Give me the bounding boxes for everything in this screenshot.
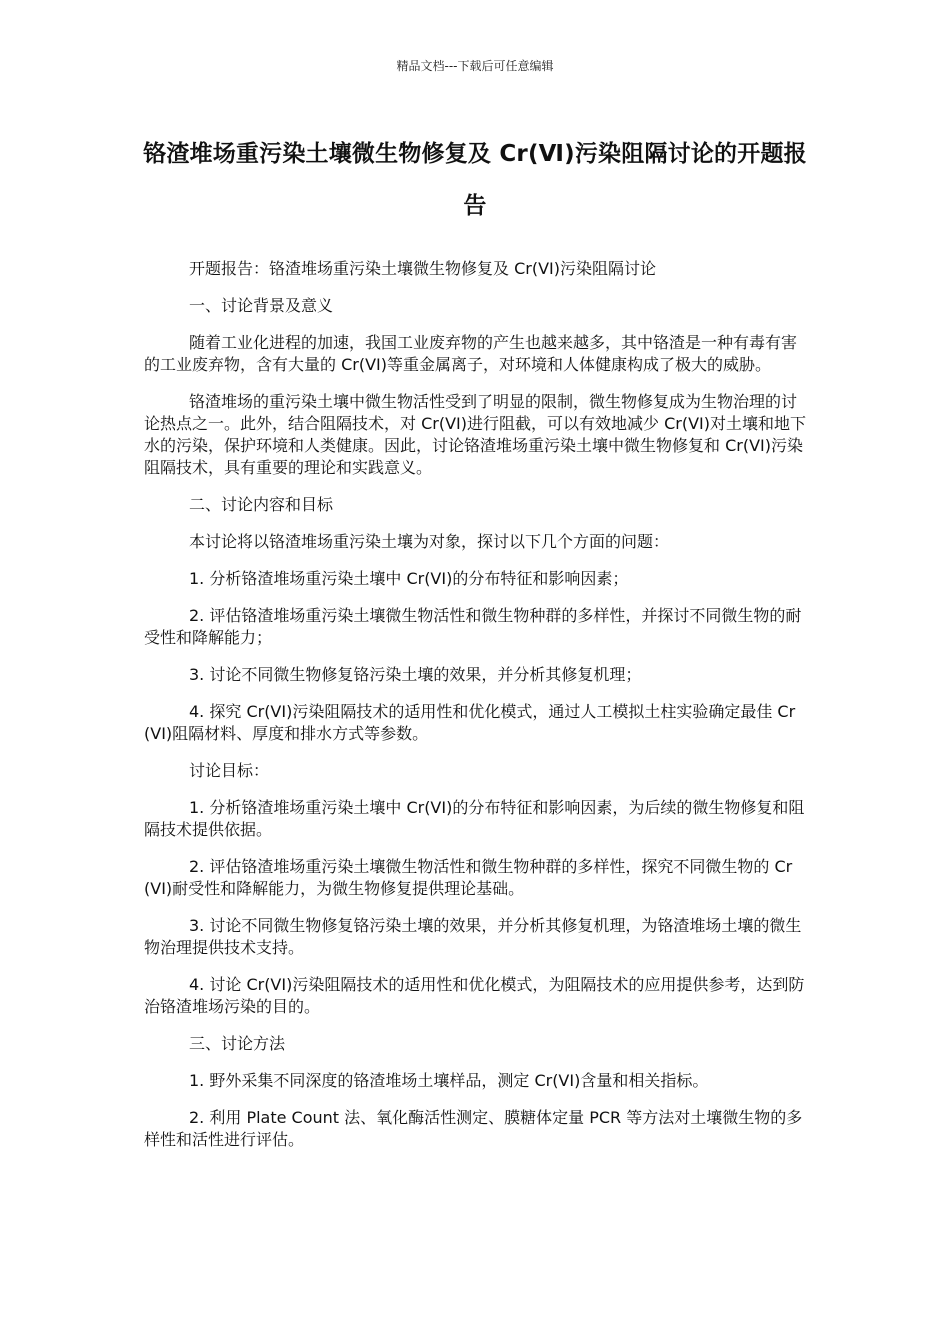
paragraph-background-1: 随着工业化进程的加速，我国工业废弃物的产生也越来越多，其中铬渣是一种有毒有害的工业废弃物，含有大量的 Cr(VI)等重金属离子，对环境和人体健康构成了极大的威胁。 <box>144 333 798 374</box>
paragraph-content-intro: 本讨论将以铬渣堆场重污染土壤为对象，探讨以下几个方面的问题： <box>189 532 670 551</box>
page-header-watermark: 精品文档---下载后可任意编辑 <box>396 59 554 73</box>
list-item-content-2: 2. 评估铬渣堆场重污染土壤微生物活性和微生物种群的多样性，并探讨不同微生物的耐受性和降解能力； <box>144 606 802 647</box>
paragraph-report-subject: 开题报告：铬渣堆场重污染土壤微生物修复及 Cr(VI)污染阻隔讨论 <box>189 259 656 278</box>
list-item-content-3: 3. 讨论不同微生物修复铬污染土壤的效果，并分析其修复机理； <box>189 665 642 684</box>
list-item-goal-3: 3. 讨论不同微生物修复铬污染土壤的效果，并分析其修复机理，为铬渣堆场土壤的微生物治理提供技术支持。 <box>144 916 802 957</box>
list-item-method-1: 1. 野外采集不同深度的铬渣堆场土壤样品，测定 Cr(VI)含量和相关指标。 <box>189 1071 709 1090</box>
document-title: 铬渣堆场重污染土壤微生物修复及 Cr(Ⅵ)污染阻隔讨论的开题报告 <box>143 141 807 219</box>
list-item-method-2: 2. 利用 Plate Count 法、氧化酶活性测定、膜糖体定量 PCR 等方法对土壤微生物的多样性和活性进行评估。 <box>144 1108 803 1149</box>
list-item-content-4: 4. 探究 Cr(VI)污染阻隔技术的适用性和优化模式，通过人工模拟土柱实验确定最佳 Cr(VI)阻隔材料、厚度和排水方式等参数。 <box>144 702 796 743</box>
subheading-goals: 讨论目标： <box>189 761 270 780</box>
section-heading-methods: 三、讨论方法 <box>189 1034 286 1053</box>
section-heading-content: 二、讨论内容和目标 <box>189 495 334 514</box>
list-item-goal-2: 2. 评估铬渣堆场重污染土壤微生物活性和微生物种群的多样性，探究不同微生物的 Cr(VI)耐受性和降解能力，为微生物修复提供理论基础。 <box>144 857 793 898</box>
section-heading-background: 一、讨论背景及意义 <box>189 296 334 315</box>
list-item-goal-4: 4. 讨论 Cr(VI)污染阻隔技术的适用性和优化模式，为阻隔技术的应用提供参考，达到防治铬渣堆场污染的目的。 <box>144 975 805 1016</box>
paragraph-background-2: 铬渣堆场的重污染土壤中微生物活性受到了明显的限制，微生物修复成为生物治理的讨论热点之一。此外，结合阻隔技术，对 Cr(VI)进行阻截，可以有效地减少 Cr(VI)对土壤和地下水的污染，保护环境和人类健康。因此，讨论铬渣堆场重污染土壤中微生物修复和 Cr(VI)污染阻隔技术，具有重要的理论和实践意义。 <box>144 392 806 477</box>
list-item-goal-1: 1. 分析铬渣堆场重污染土壤中 Cr(VI)的分布特征和影响因素，为后续的微生物修复和阻隔技术提供依据。 <box>144 798 805 839</box>
list-item-content-1: 1. 分析铬渣堆场重污染土壤中 Cr(VI)的分布特征和影响因素； <box>189 569 629 588</box>
document-body <box>144 258 806 1166</box>
